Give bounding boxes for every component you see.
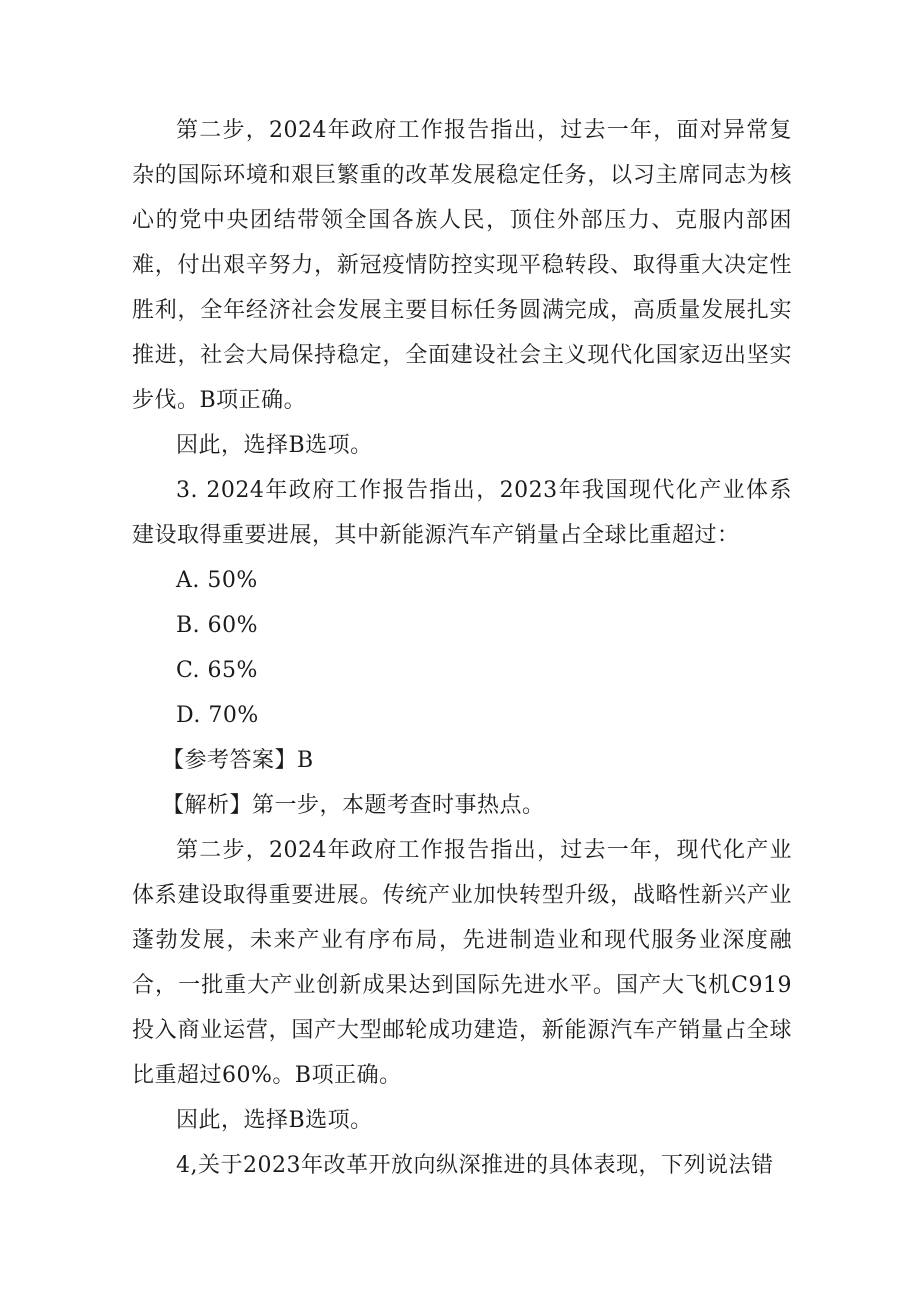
question-3-option-c: C. 65% xyxy=(176,658,258,683)
paragraph-conclusion: 因此，选择B选项。 xyxy=(176,433,373,458)
question-3-option-d: D. 70% xyxy=(176,703,259,728)
paragraph-step-two-report: 第二步，2024年政府工作报告指出，过去一年，面对异常复杂的国际环境和艰巨繁重的改革发展稳定任务，以习主席同志为核心的党中央团结带领全国各族人民，顶住外部压力、克服内部困难，付出艰辛努力，新冠疫情防控实现平稳转段、取得重大决定性胜利，全年经济社会发展主要目标任务圆满完成，高质量发展扎实推进，社会大局保持稳定，全面建设社会主义现代化国家迈出坚实步伐。B项正确。 xyxy=(132,118,792,413)
analysis-step-one: 【解析】第一步，本题考查时事热点。 xyxy=(162,793,545,818)
reference-answer: 【参考答案】B xyxy=(162,748,314,773)
document-body xyxy=(132,108,792,1188)
question-3-stem: 3. 2024年政府工作报告指出，2023年我国现代化产业体系建设取得重要进展，其中新能源汽车产销量占全球比重超过： xyxy=(132,478,792,548)
question-4-stem: 4,关于2023年改革开放向纵深推进的具体表现，下列说法错 xyxy=(176,1153,774,1178)
analysis-step-two: 第二步，2024年政府工作报告指出，过去一年，现代化产业体系建设取得重要进展。传统产业加快转型升级，战略性新兴产业蓬勃发展，未来产业有序布局，先进制造业和现代服务业深度融合，一批重大产业创新成果达到国际先进水平。国产大飞机C919投入商业运营，国产大型邮轮成功建造，新能源汽车产销量占全球比重超过60%。B项正确。 xyxy=(132,838,792,1088)
paragraph-conclusion-2: 因此，选择B选项。 xyxy=(176,1108,373,1133)
question-3-option-a: A. 50% xyxy=(176,568,258,593)
question-3-option-b: B. 60% xyxy=(176,613,259,638)
